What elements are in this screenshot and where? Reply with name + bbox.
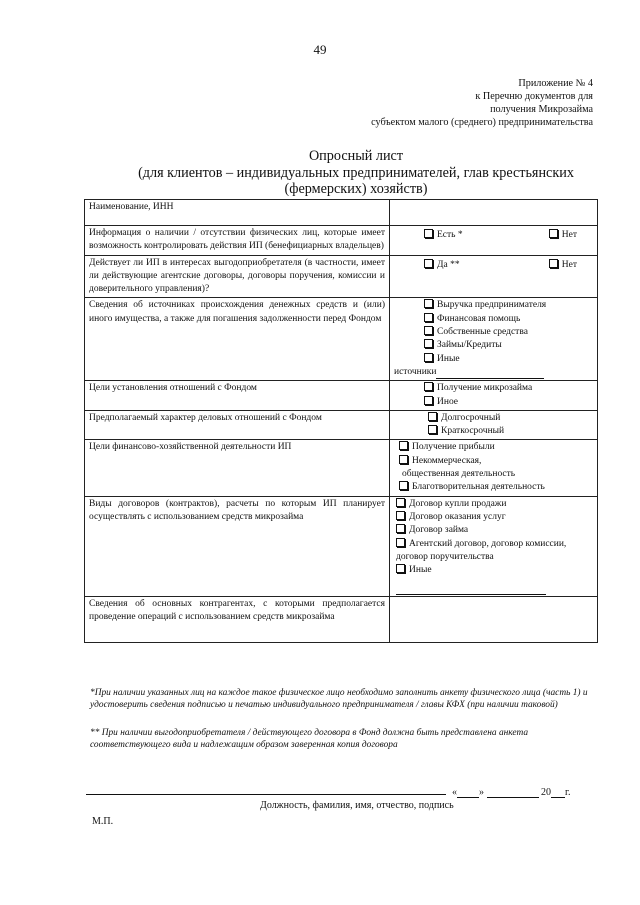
checkbox-icon[interactable] bbox=[428, 412, 437, 421]
questionnaire-table bbox=[84, 199, 598, 643]
answer-name-inn-field[interactable] bbox=[390, 200, 598, 226]
table-row bbox=[85, 255, 598, 298]
option-long-term[interactable] bbox=[428, 412, 593, 425]
question-relationship-nature: Предполагаемый характер деловых отношений с Фондом bbox=[85, 410, 390, 440]
checkbox-icon[interactable] bbox=[424, 382, 433, 391]
checkbox-icon[interactable] bbox=[424, 353, 433, 362]
date-quote-open: « bbox=[452, 787, 457, 798]
option-services-contract[interactable] bbox=[396, 511, 593, 524]
checkbox-icon[interactable] bbox=[424, 396, 433, 405]
option-own-funds[interactable] bbox=[424, 326, 593, 339]
date-field bbox=[452, 787, 570, 798]
option-get-microloan[interactable] bbox=[424, 382, 593, 395]
option-label: Договор оказания услуг bbox=[409, 511, 506, 522]
other-sources-field[interactable] bbox=[436, 378, 544, 379]
form-title-main: Опросный лист bbox=[308, 148, 404, 164]
option-noncommercial-cont: общественная деятельность bbox=[402, 469, 516, 480]
option-label: Иные bbox=[437, 353, 460, 364]
form-title-sub-2: (фермерских) хозяйств) bbox=[284, 181, 428, 197]
checkbox-icon[interactable] bbox=[428, 425, 437, 434]
answer-beneficiary-acquirer bbox=[390, 255, 598, 298]
option-no[interactable] bbox=[549, 259, 577, 272]
option-label: Иные bbox=[409, 565, 432, 576]
checkbox-icon[interactable] bbox=[396, 498, 405, 507]
stamp-label: М.П. bbox=[92, 816, 114, 827]
footnote-1: *При наличии указанных лиц на каждое такое физическое лицо необходимо заполнить анкету физического лица (часть 1) и удостоверить сведения подписью и печатью индивидуального предпринимателя / главы КФХ (при наличии таковой) bbox=[90, 688, 588, 710]
question-counterparties: Сведения об основных контрагентах, с которыми предполагается проведение операций с использованием средств микрозайма bbox=[85, 596, 390, 642]
option-other[interactable] bbox=[424, 353, 593, 366]
checkbox-icon[interactable] bbox=[424, 313, 433, 322]
checkbox-icon[interactable] bbox=[396, 538, 405, 547]
option-yes[interactable] bbox=[424, 259, 460, 272]
appendix-line-1: Приложение № 4 bbox=[518, 78, 593, 89]
checkbox-icon[interactable] bbox=[549, 229, 558, 238]
option-label: Благотворительная деятельность bbox=[412, 482, 545, 493]
checkbox-icon[interactable] bbox=[424, 299, 433, 308]
table-row bbox=[85, 410, 598, 440]
table-row bbox=[85, 226, 598, 256]
other-sources-label: источники bbox=[394, 366, 437, 377]
option-profit[interactable] bbox=[396, 441, 593, 454]
other-contracts-field[interactable] bbox=[396, 594, 546, 595]
option-revenue[interactable] bbox=[424, 299, 593, 312]
answer-counterparties-field[interactable] bbox=[390, 596, 598, 642]
table-row bbox=[85, 596, 598, 642]
year-prefix: 20 bbox=[541, 787, 551, 798]
option-sale-contract[interactable] bbox=[396, 498, 593, 511]
question-contracts: Виды договоров (контрактов), расчеты по которым ИП планирует осуществлять с использованием средств микрозайма bbox=[85, 496, 390, 596]
option-label: Иное bbox=[437, 396, 459, 407]
question-name-inn: Наименование, ИНН bbox=[85, 200, 390, 226]
answer-beneficiary bbox=[390, 226, 598, 256]
table-row bbox=[85, 200, 598, 226]
answer-sources bbox=[390, 298, 598, 381]
option-agency-contract[interactable] bbox=[396, 538, 593, 565]
signature-caption: Должность, фамилия, имя, отчество, подпись bbox=[260, 800, 454, 811]
question-sources: Сведения об источниках происхождения денежных средств и (или) иного имущества, а также для погашения задолженности перед Фондом bbox=[85, 298, 390, 381]
option-label: Да ** bbox=[437, 259, 460, 270]
option-label: Собственные средства bbox=[437, 327, 528, 338]
page-number: 49 bbox=[313, 42, 327, 57]
table-row bbox=[85, 496, 598, 596]
month-field[interactable] bbox=[487, 797, 539, 798]
question-beneficiary-acquirer: Действует ли ИП в интересах выгодоприобретателя (в частности, имеет ли действующие агентские договоры, договоры поручения, комиссии и доверительного управления)? bbox=[85, 255, 390, 298]
checkbox-icon[interactable] bbox=[549, 259, 558, 268]
option-noncommercial[interactable] bbox=[396, 455, 593, 468]
footnote-2: ** При наличии выгодоприобретателя / действующего договора в Фонд должна быть представлена анкета соответствующего вида и надлежащим образом заверенная копия договора bbox=[90, 728, 529, 750]
checkbox-icon[interactable] bbox=[399, 441, 408, 450]
table-row bbox=[85, 381, 598, 411]
option-label: Нет bbox=[561, 259, 577, 270]
option-charity[interactable] bbox=[396, 481, 593, 494]
answer-activity-goals bbox=[390, 440, 598, 496]
option-loan-contract[interactable] bbox=[396, 524, 593, 537]
option-label: Краткосрочный bbox=[441, 426, 505, 437]
signature-line[interactable] bbox=[86, 794, 446, 795]
option-loans[interactable] bbox=[424, 339, 593, 352]
option-financial-aid[interactable] bbox=[424, 313, 593, 326]
checkbox-icon[interactable] bbox=[399, 481, 408, 490]
option-label: Получение микрозайма bbox=[437, 383, 533, 394]
form-title-sub-1: (для клиентов – индивидуальных предпринимателей, глав крестьянских bbox=[138, 164, 574, 181]
option-label: Получение прибыли bbox=[412, 442, 495, 453]
option-label: Финансовая помощь bbox=[437, 313, 521, 324]
option-label: Долгосрочный bbox=[441, 412, 501, 423]
option-label: Некоммерческая, bbox=[412, 455, 482, 466]
checkbox-icon[interactable] bbox=[396, 564, 405, 573]
year-suffix: г. bbox=[565, 787, 571, 798]
table-row bbox=[85, 298, 598, 381]
answer-contracts bbox=[390, 496, 598, 596]
checkbox-icon[interactable] bbox=[424, 229, 433, 238]
table-row bbox=[85, 440, 598, 496]
option-label: Нет bbox=[561, 230, 577, 240]
answer-relationship-nature bbox=[390, 410, 598, 440]
option-label: Выручка предпринимателя bbox=[437, 300, 547, 311]
checkbox-icon[interactable] bbox=[396, 524, 405, 533]
question-beneficiary: Информация о наличии / отсутствии физических лиц, которые имеет возможность контролировать действия ИП (бенефициарных владельцев) bbox=[85, 226, 390, 256]
checkbox-icon[interactable] bbox=[424, 326, 433, 335]
checkbox-icon[interactable] bbox=[424, 259, 433, 268]
option-label: Агентский договор, договор комиссии, договор поручительства bbox=[396, 538, 567, 562]
day-field[interactable] bbox=[457, 797, 479, 798]
appendix-line-4: субъектом малого (среднего) предпринимательства bbox=[371, 117, 593, 128]
option-label: Договор купли продажи bbox=[409, 498, 507, 509]
option-label: Есть * bbox=[437, 230, 463, 240]
option-other[interactable] bbox=[396, 564, 593, 577]
option-other[interactable] bbox=[424, 396, 593, 409]
checkbox-icon[interactable] bbox=[396, 511, 405, 520]
answer-relationship-goals bbox=[390, 381, 598, 411]
other-contracts-line bbox=[396, 577, 593, 594]
option-no[interactable] bbox=[549, 229, 577, 242]
option-short-term[interactable] bbox=[428, 425, 593, 438]
checkbox-icon[interactable] bbox=[399, 455, 408, 464]
option-label: Договор займа bbox=[409, 525, 469, 536]
option-label: Займы/Кредиты bbox=[437, 340, 502, 351]
question-activity-goals: Цели финансово-хозяйственной деятельности ИП bbox=[85, 440, 390, 496]
option-yes[interactable] bbox=[424, 229, 463, 242]
appendix-line-3: получения Микрозайма bbox=[490, 104, 593, 115]
question-relationship-goals: Цели установления отношений с Фондом bbox=[85, 381, 390, 411]
checkbox-icon[interactable] bbox=[424, 339, 433, 348]
date-quote-close: » bbox=[479, 787, 484, 798]
appendix-line-2: к Перечню документов для bbox=[475, 91, 593, 102]
form-title bbox=[0, 148, 640, 198]
year-field[interactable] bbox=[551, 797, 565, 798]
other-sources-line bbox=[394, 366, 593, 379]
